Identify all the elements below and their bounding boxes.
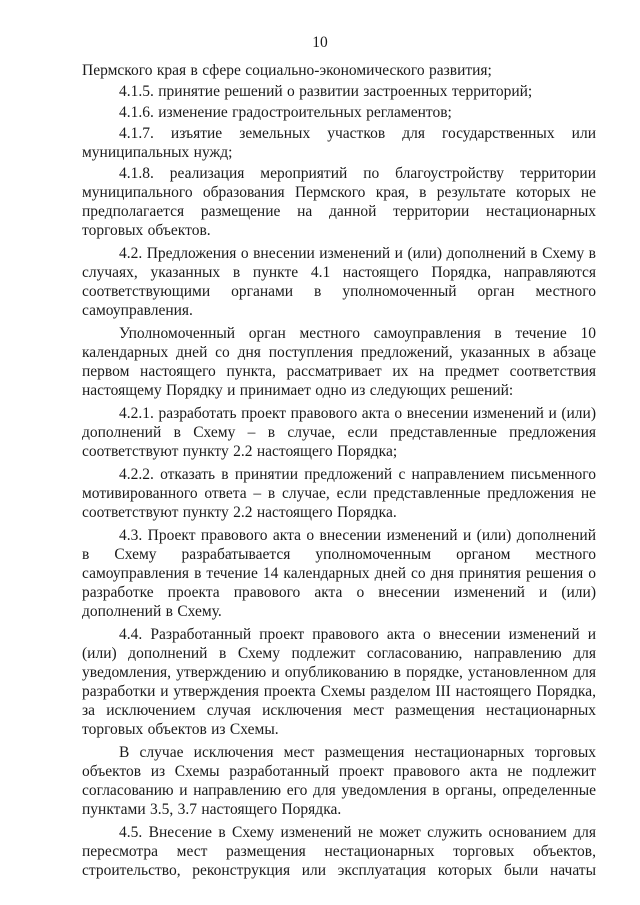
paragraph-4-2-1: 4.2.1. разработать проект правового акта о внесении изменений и (или) дополнений в Схему – в случае, если представленные предложения соответствуют пункту 2.2 настоящего Порядка;: [82, 405, 596, 460]
paragraph-4-5: 4.5. Внесение в Схему изменений не может служить основанием для пересмотра мест размещения нестационарных торговых объектов, строительство, реконструкция или эксплуатация которых были начаты: [82, 824, 596, 879]
page-number: 10: [312, 34, 328, 51]
document-body: [82, 61, 596, 884]
paragraph-4-1-8: 4.1.8. реализация мероприятий по благоустройству территории муниципального образования Пермского края, в результате которых не предполагается размещение на данной территории нестационарных торговых объектов.: [82, 165, 596, 239]
paragraph-4-4-exception: В случае исключения мест размещения нестационарных торговых объектов из Схемы разработанный проект правового акта не подлежит согласованию и направлению его для уведомления в органы, определенные пунктами 3.5, 3.7 настоящего Порядка.: [82, 744, 596, 818]
paragraph-4-4: 4.4. Разработанный проект правового акта о внесении изменений и (или) дополнений в Схему подлежит согласованию, направлению для уведомления, утверждению и опубликованию в порядке, установленном для разработки и утверждения проекта Схемы разделом III настоящего Порядка, за исключением случая исключения мест размещения нестационарных торговых объектов из Схемы.: [82, 626, 596, 738]
paragraph-4-3: 4.3. Проект правового акта о внесении изменений и (или) дополнений в Схему разрабатывается уполномоченным органом местного самоуправления в течение 14 календарных дней со дня принятия решения о разработке проекта правового акта о внесении изменений и (или) дополнений в Схему.: [82, 527, 596, 620]
paragraph-4-1-6: 4.1.6. изменение градостроительных регламентов;: [119, 104, 452, 121]
paragraph-4-2: 4.2. Предложения о внесении изменений и (или) дополнений в Схему в случаях, указанных в пункте 4.1 настоящего Порядка, направляются соответствующими органами в уполномоченный орган местного самоуправления.: [82, 245, 596, 319]
paragraph-4-2-2: 4.2.2. отказать в принятии предложений с направлением письменного мотивированного ответа – в случае, если представленные предложения не соответствуют пункту 2.2 настоящего Порядка.: [82, 466, 596, 521]
paragraph-4-1-5: 4.1.5. принятие решений о развитии застроенных территорий;: [119, 83, 533, 100]
paragraph-continuation: Пермского края в сфере социально-экономического развития;: [82, 62, 492, 79]
paragraph-4-1-7: 4.1.7. изъятие земельных участков для государственных или муниципальных нужд;: [82, 125, 596, 161]
paragraph-4-2-intro: Уполномоченный орган местного самоуправления в течение 10 календарных дней со дня поступления предложений, указанных в абзаце первом настоящего пункта, рассматривает их на предмет соответствия настоящему Порядку и принимает одно из следующих решений:: [82, 325, 596, 399]
